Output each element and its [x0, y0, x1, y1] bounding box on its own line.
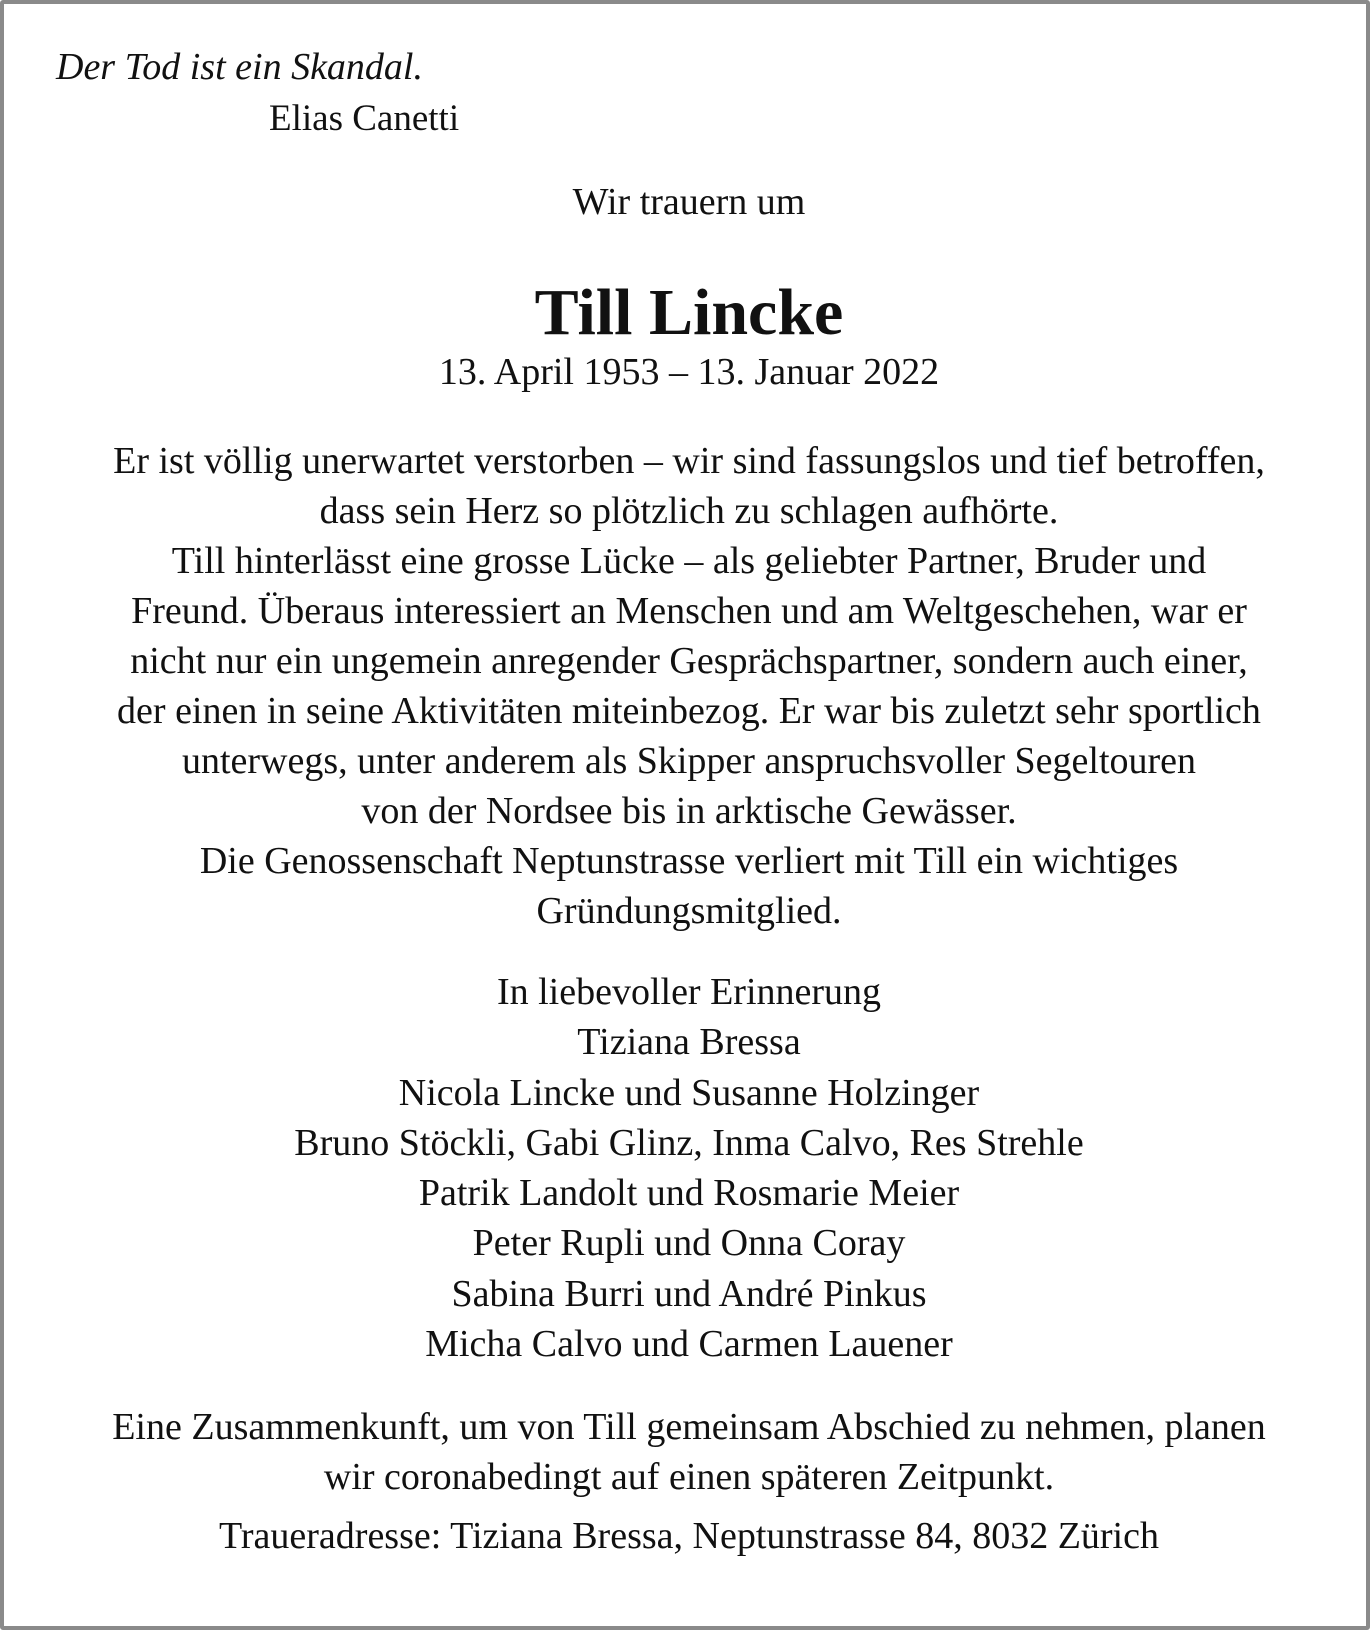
closing-line: Eine Zusammenkunft, um von Till gemeinsam Abschied zu nehmen, planen: [112, 1406, 1266, 1448]
motto-author: Elias Canetti: [269, 98, 460, 139]
body-line: Er ist völlig unerwartet verstorben – wir sind fassungslos und tief betroffen,: [113, 440, 1265, 482]
mourners-list: [4, 967, 1370, 1369]
closing-note: [4, 1402, 1370, 1502]
motto-quote: Der Tod ist ein Skandal.: [56, 46, 423, 88]
deceased-name: Till Lincke: [534, 276, 844, 349]
mourner-name: Bruno Stöckli, Gabi Glinz, Inma Calvo, Res Strehle: [294, 1121, 1084, 1164]
mourner-name: Micha Calvo und Carmen Lauener: [425, 1323, 953, 1366]
intro-text: Wir trauern um: [572, 181, 806, 223]
life-dates: 13. April 1953 – 13. Januar 2022: [438, 351, 940, 393]
body-line: Die Genossenschaft Neptunstrasse verliert mit Till ein wichtiges: [199, 840, 1179, 882]
body-line: Freund. Überaus interessiert an Menschen und am Weltgeschehen, war er: [131, 590, 1247, 632]
body-line: der einen in seine Aktivitäten miteinbezog. Er war bis zuletzt sehr sportlich: [117, 690, 1261, 732]
body-line: Till hinterlässt eine grosse Lücke – als geliebter Partner, Bruder und: [171, 540, 1207, 582]
mourner-name: Sabina Burri und André Pinkus: [451, 1272, 927, 1315]
mourner-name: Nicola Lincke und Susanne Holzinger: [398, 1071, 980, 1114]
obituary-body: [4, 436, 1370, 936]
body-line: dass sein Herz so plötzlich zu schlagen aufhörte.: [319, 490, 1059, 532]
body-line: Gründungsmitglied.: [536, 890, 842, 932]
body-line: von der Nordsee bis in arktische Gewässer.: [361, 790, 1017, 832]
closing-line: wir coronabedingt auf einen späteren Zeitpunkt.: [323, 1456, 1055, 1498]
mourner-name: Patrik Landolt und Rosmarie Meier: [418, 1172, 960, 1215]
mourner-name: Peter Rupli und Onna Coray: [472, 1222, 906, 1265]
body-line: unterwegs, unter anderem als Skipper anspruchsvoller Segeltouren: [181, 740, 1197, 782]
body-line: nicht nur ein ungemein anregender Gesprächspartner, sondern auch einer,: [130, 640, 1248, 682]
mourning-address: Traueradresse: Tiziana Bressa, Neptunstrasse 84, 8032 Zürich: [219, 1515, 1159, 1557]
mourner-name: Tiziana Bressa: [577, 1021, 801, 1064]
mourners-heading: In liebevoller Erinnerung: [496, 971, 882, 1013]
